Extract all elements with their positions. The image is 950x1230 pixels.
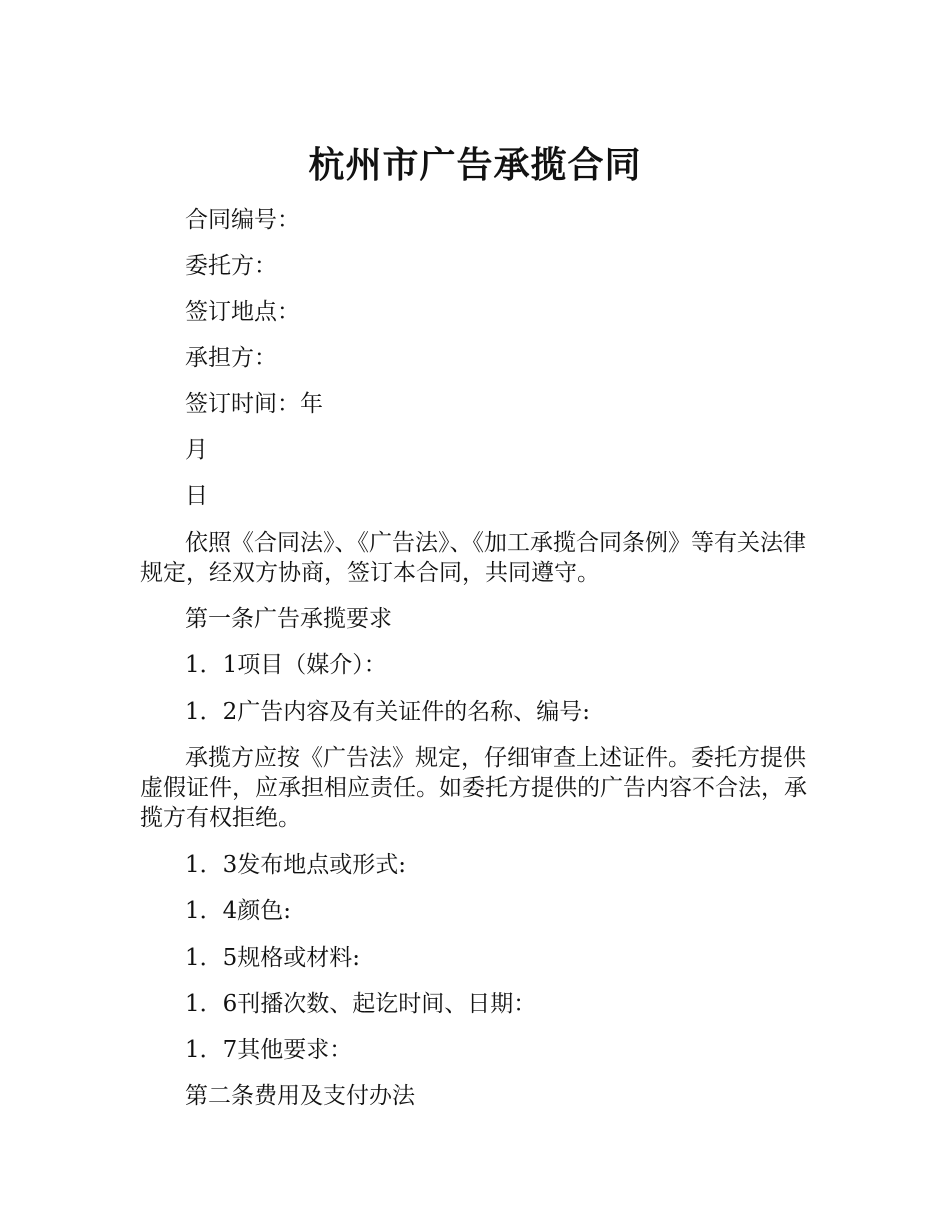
clause-1-1: 1．1项目（媒介）： (185, 652, 387, 678)
clause-1-5: 1．5规格或材料: (185, 945, 361, 971)
article-1-heading: 第一条广告承揽要求 (185, 606, 392, 632)
contract-number-line: 合同编号： (185, 207, 300, 233)
day-line: 日 (185, 483, 208, 509)
signing-place-line: 签订地点： (185, 299, 300, 325)
clause-1-4: 1．4颜色: (185, 898, 292, 924)
month-line: 月 (185, 437, 208, 463)
contractor-line: 承担方： (185, 345, 277, 371)
preamble-paragraph: 依照《合同法》、《广告法》、《加工承揽合同条例》等有关法律规定，经双方协商，签订本合同，共同遵守。 (140, 530, 806, 586)
clause-1-2: 1．2广告内容及有关证件的名称、编号: (185, 699, 591, 725)
article-2-heading: 第二条费用及支付办法 (185, 1083, 415, 1109)
review-paragraph: 承揽方应按《广告法》规定，仔细审查上述证件。委托方提供虚假证件，应承担相应责任。如委托方提供的广告内容不合法，承揽方有权拒绝。 (140, 745, 807, 831)
clause-1-7: 1．7其他要求： (185, 1037, 353, 1063)
client-line: 委托方： (185, 253, 277, 279)
clause-1-6: 1．6刊播次数、起讫时间、日期： (185, 991, 537, 1017)
signing-time-line: 签订时间：年 (185, 391, 323, 417)
document-title: 杭州市广告承揽合同 (308, 145, 642, 187)
clause-1-3: 1．3发布地点或形式: (185, 852, 407, 878)
